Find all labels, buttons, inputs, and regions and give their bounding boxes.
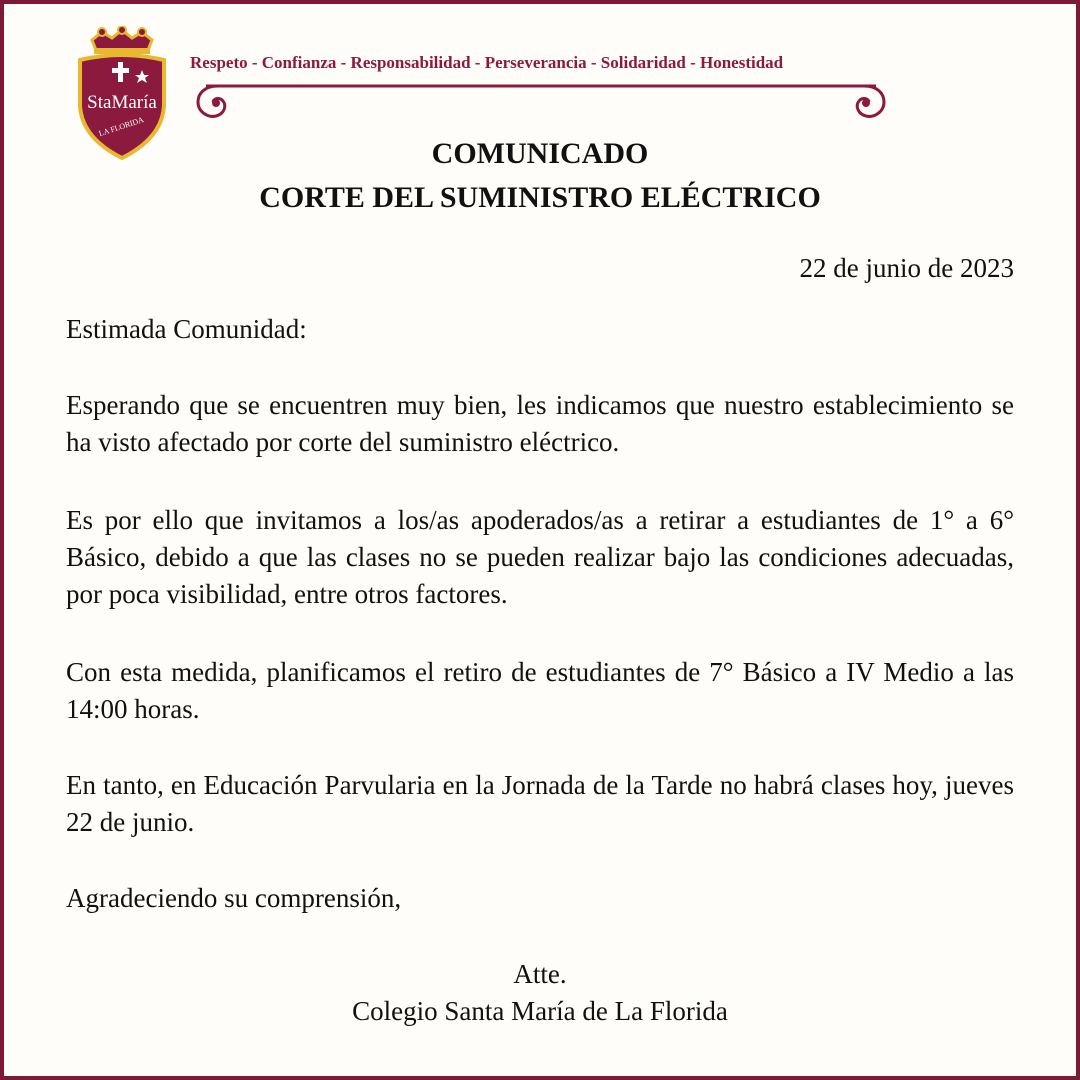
document-title: COMUNICADO: [431, 137, 649, 170]
signature-institution: Colegio Santa María de La Florida: [352, 996, 728, 1026]
values-motto: Respeto - Confianza - Responsabilidad - Perseverancia - Solidaridad - Honestidad: [190, 53, 784, 72]
document-subtitle: CORTE DEL SUMINISTRO ELÉCTRICO: [259, 181, 821, 214]
greeting: Estimada Comunidad:: [66, 314, 307, 344]
right-swirl-icon: [857, 86, 884, 116]
paragraph: Es por ello que invitamos a los/as apoderados/as a retirar a estudiantes de 1° a 6° Básico, debido a que las clases no se pueden realizar bajo las condiciones adecuadas, por poca visibilidad, entre otros factores.: [66, 505, 1014, 609]
paragraph: Esperando que se encuentren muy bien, les indicamos que nuestro establecimiento se ha visto afectado por corte del suministro eléctrico.: [66, 390, 1014, 457]
left-swirl-icon: [198, 86, 225, 116]
crest-subtitle: LA FLORIDA: [97, 115, 145, 139]
closing-line: Agradeciendo su comprensión,: [66, 883, 402, 913]
signature-salutation: Atte.: [513, 959, 567, 989]
crown-icon: [92, 26, 152, 54]
paragraph: Con esta medida, planificamos el retiro de estudiantes de 7° Básico a IV Medio a las 14:00 horas.: [66, 657, 1014, 724]
crest-name: StaMaría: [87, 92, 157, 113]
decorative-scroll-divider: [196, 80, 886, 122]
document-date: 22 de junio de 2023: [799, 253, 1014, 283]
paragraph: En tanto, en Educación Parvularia en la Jornada de la Tarde no habrá clases hoy, jueves 22 de junio.: [66, 770, 1014, 837]
